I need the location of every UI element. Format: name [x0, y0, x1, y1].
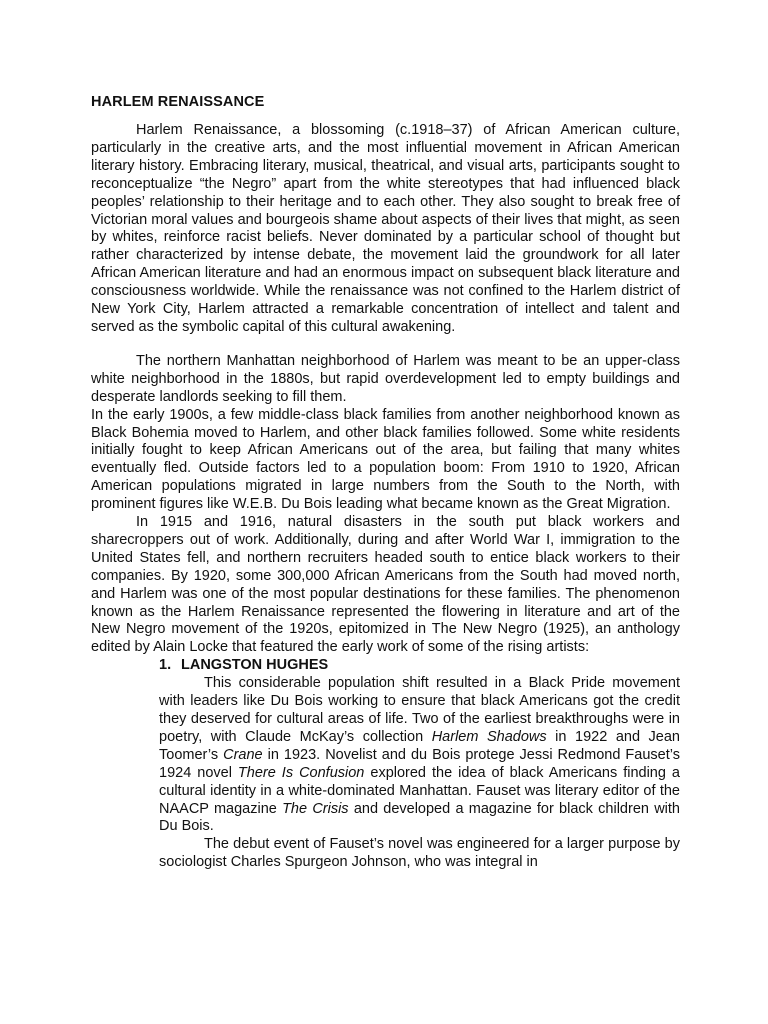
text-run: This considerable population shift resulted in a Black Pride movement with leaders like Du Bois working to ensure that black Americans got the credit they deserved for cultural areas of life. Two of the earliest breakthroughs were in poetry, with Claude McKay’s collection [159, 675, 680, 745]
paragraph-migration: In 1915 and 1916, natural disasters in the south put black workers and sharecroppers out of work. Additionally, during and after World War I, immigration to the United States fell, and northern recruiters headed south to entice black workers to their companies. By 1920, some 300,000 African Americans from the South had moved north, and Harlem was one of the most popular destinations for these families. The phenomenon known as the Harlem Renaissance represented the flowering in literature and art of the New Negro movement of the 1920s, epitomized in The New Negro (1925), an anthology edited by Alain Locke that featured the early work of some of the rising artists: [91, 514, 680, 656]
paragraph-manhattan: The northern Manhattan neighborhood of Harlem was meant to be an upper-class white neighborhood in the 1880s, but rapid overdevelopment led to empty buildings and desperate landlords seeking to fill them. [91, 352, 680, 405]
italic-title: Harlem Shadows [431, 728, 547, 745]
italic-title: There Is Confusion [237, 764, 365, 781]
paragraph-black-pride [159, 675, 680, 836]
italic-title: The Crisis [282, 800, 349, 817]
text-run: explored the idea of black Americans finding a cultural identity in a white-dominated Manhattan. Fauset was literary editor of the NAACP magazine [159, 764, 680, 817]
section-heading [159, 657, 680, 675]
document-title: HARLEM RENAISSANCE [91, 94, 265, 110]
text-run: in 1923. Novelist and du Bois protege Jessi Redmond Fauset’s 1924 novel [159, 746, 680, 781]
italic-title: Crane [223, 746, 263, 763]
section-number: 1. [159, 657, 172, 674]
section-title: LANGSTON HUGHES [181, 657, 329, 674]
text-run: and developed a magazine for black children with Du Bois. [159, 800, 680, 835]
paragraph-intro: Harlem Renaissance, a blossoming (c.1918–37) of African American culture, particularly in the creative arts, and the most influential movement in African American literary history. Embracing literary, musical, theatrical, and visual arts, participants sought to reconceptualize “the Negro” apart from the white stereotypes that had influenced black peoples’ relationship to their heritage and to each other. They also sought to break free of Victorian moral values and bourgeois shame about aspects of their lives that might, as seen by whites, reinforce racist beliefs. Never dominated by a particular school of thought but rather characterized by intense debate, the movement laid the groundwork for all later African American literature and had an enormous impact on subsequent black literature and consciousness worldwide. While the renaissance was not confined to the Harlem district of New York City, Harlem attracted a remarkable concentration of intellect and talent and served as the symbolic capital of this cultural awakening. [91, 122, 680, 335]
paragraph-early-1900s: In the early 1900s, a few middle-class black families from another neighborhood known as Black Bohemia moved to Harlem, and other black families followed. Some white residents initially fought to keep African Americans out of the area, but failing that many whites eventually fled. Outside factors led to a population boom: From 1910 to 1920, African American populations migrated in large numbers from the South to the North, with prominent figures like W.E.B. Du Bois leading what became known as the Great Migration. [91, 406, 680, 513]
text-run: in 1922 and Jean Toomer’s [159, 728, 681, 763]
section-langston-hughes [159, 657, 680, 872]
paragraph-debut-event: The debut event of Fauset’s novel was engineered for a larger purpose by sociologist Charles Spurgeon Johnson, who was integral in [159, 836, 680, 871]
